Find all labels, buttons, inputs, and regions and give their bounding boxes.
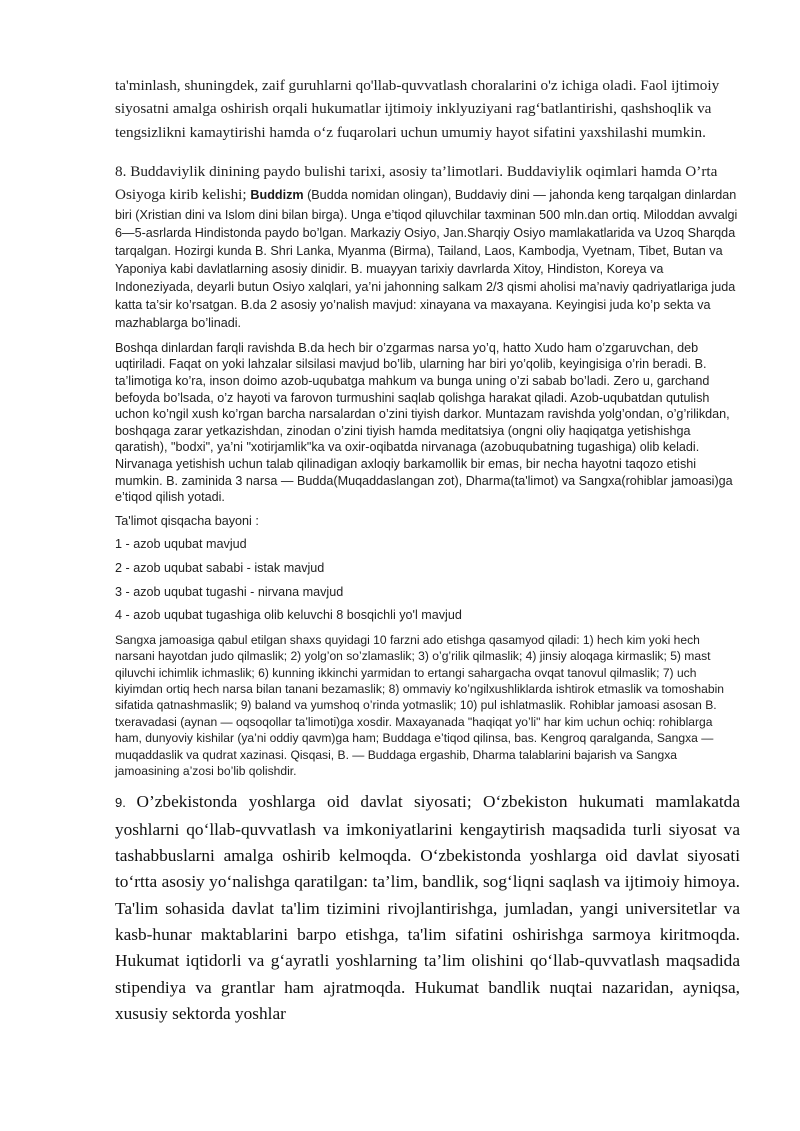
youth-text: O’zbekistonda yoshlarga oid davlat siyosati; O‘zbekiston hukumati mamlakatda yoshlarni qo‘llab-quvvatlash va imkoniyatlarini kengaytirish maqsadida turli siyosat va tashabbuslarni amalga oshirib kelmoqda. O‘zbekistonda yoshlarga oid davlat siyosati to‘rtta asosiy yo‘nalishga qaratilgan: ta’lim, bandlik, sog‘liqni saqlash va ijtimoiy himoya. Ta'lim sohasida davlat ta'lim tizimini rivojlantirishga, jumladan, yangi universitetlar va kasb-hunar maktablarini barpo etishga, ta'lim sifatini oshirishga sarmoya kiritmoqda. Hukumat iqtidorli va g‘ayratli yoshlarning ta’lim olishini qo‘llab-quvvatlash maqsadida stipendiya va grantlar ham ajratmoqda. Hukumat bandlik nuqtai nazaridan, ayniqsa, xususiy sektorda yoshlar (115, 792, 740, 1023)
buddhism-body: (Budda nomidan olingan), Buddaviy dini — jahonda keng tarqalgan dinlardan biri (Xristian dini va Islom dini bilan birga). Unga e’tiqod qiluvchilar taxminan 500 mln.dan ortiq. Miloddan avvalgi 6—5-asrlarda Hindistonda paydo bo’lgan. Markaziy Osiyo, Jan.Sharqiy Osiyo mamlakatlarida va Uzoq Sharqda tarqalgan. Hozirgi kunda B. Shri Lanka, Myanma (Birma), Tailand, Laos, Kambodja, Vyetnam, Tibet, Butan va Yaponiya kabi davlatlarning asosiy dinidir. B. muayyan tarixiy davrlarda Xitoy, Hindiston, Koreya va Indoneziyada, deyarli butun Osiyo xalqlari, ya’ni jahonning salkam 2/3 qismi aholisi ma’naviy qadriyatlariga juda katta ta’sir ko’rsatgan. B.da 2 asosiy yo’nalish mavjud: xinayana va maxayana. Keyingisi juda ko’p sekta va mazhablarga bo’linadi. (115, 187, 738, 330)
summary-title: Ta'limot qisqacha bayoni : (115, 513, 259, 528)
paragraph-intro: ta'minlash, shuningdek, zaif guruhlarni qo'llab-quvvatlash choralarini o'z ichiga oladi. Faol ijtimoiy siyosatni amalga oshirish orqali hukumatlar ijtimoiy inklyuziyani rag‘batlantirishi, qashshoqlik va tengsizlikni kamaytirishi hamda o‘z fuqarolari uchun umumiy hayot sifatini yaxshilashi mumkin. (115, 77, 720, 141)
paragraph-sangha: Sangxa jamoasiga qabul etilgan shaxs quyidagi 10 farzni ado etishga qasamyod qiladi: 1) hech kim yoki hech narsani hayotdan judo qilmaslik; 2) yolg’on so’zlamaslik; 3) o’g’rilik qilmaslik; 4) jinsiy aloqaga kirmaslik; 5) mast qiluvchi ichimlik ichmaslik; 6) kunning ikkinchi yarmidan to ertangi sahargacha ovqat tanovul qilmaslik; 7) uch kiyimdan ortiq hech narsa bilan tanani bezamaslik; 8) ommaviy ko’ngilxushliklarda ishtirok etmaslik va tomoshabin sifatida qatnashmaslik; 9) baland va yumshoq o’rinda yotmaslik; 10) pul ishlatmaslik. Rohiblar jamoasi asosan B. txeravadasi (aynan — oqsoqollar ta’limoti)ga xosdir. Maxayanada "haqiqat yo’li" har kim uchun ochiq: rohiblarga ham, dunyoviy kishilar (ya’ni oddiy qavm)ga ham; Buddaga e’tiqod qilinsa, bas. Kengroq qaralganda, Sangxa — muqaddaslik va qudrat xazinasi. Qisqasi, B. — Buddaga ergashib, Dharma talablarini bajarish va Sangxa jamoasining a’zosi bo’lib qolishdir. (115, 632, 724, 779)
buddhism-heading: 8. Buddaviylik dinining paydo bulishi tarixi, asosiy ta’limotlari. Buddaviylik oqimlari hamda O’rta Osiyoga kirib kelishi; (115, 162, 718, 203)
list-item: 4 - azob uqubat tugashiga olib keluvchi 8 bosqichli yo'l mavjud (115, 608, 462, 623)
list-item: 1 - azob uqubat mavjud (115, 537, 247, 552)
list-item: 2 - azob uqubat sababi - istak mavjud (115, 561, 325, 576)
paragraph-buddhism (115, 160, 740, 332)
document-page (115, 74, 740, 1027)
list-item: 3 - azob uqubat tugashi - nirvana mavjud (115, 584, 344, 599)
paragraph-difference: Boshqa dinlardan farqli ravishda B.da hech bir o’zgarmas narsa yo’q, hatto Xudo ham o’zgaruvchan, deb uqtiriladi. Faqat on yoki lahzalar silsilasi mavjud bo’lib, ularning har biri yo’qolib, keyingisiga o’rin beradi. B. ta’limotiga ko’ra, inson doimo azob-uqubatga mahkum va bunga uning o’zi sabab bo’ladi. Zero u, garchand befoyda bo’lsada, o’z hayoti va farovon turmushini saqlab qolishga harakat qiladi. Azob-uqubatdan qutulish uchon ko’ngil xush ko’rgan barcha narsalardan o’zini tiyish darkor. Muntazam ravishda yolg’ondan, o’g’rilikdan, boshqaga zarar yetkazishdan, zinodan o’zini tiyish hamda meditatsiya (ongni oliy haqiqatga yetishishga qaratish), "bodxi", ya’ni "xotirjamlik"ka va oxir-oqibatda nirvanaga (azobuqubatning tugashiga) olib keladi. Nirvanaga yetishish uchun talab qilinadigan axloqiy barkamollik bir emas, bir necha hayotni taqozo etishi mumkin. B. zaminida 3 narsa — Budda(Muqaddaslangan zot), Dharma(ta'limot) va Sangxa(rohiblar jamoasi)ga e’tiqod qilish yotadi. (115, 340, 733, 505)
paragraph-youth-policy (115, 789, 740, 1027)
buddhism-term: Buddizm (250, 187, 304, 202)
youth-number: 9. (115, 795, 137, 811)
